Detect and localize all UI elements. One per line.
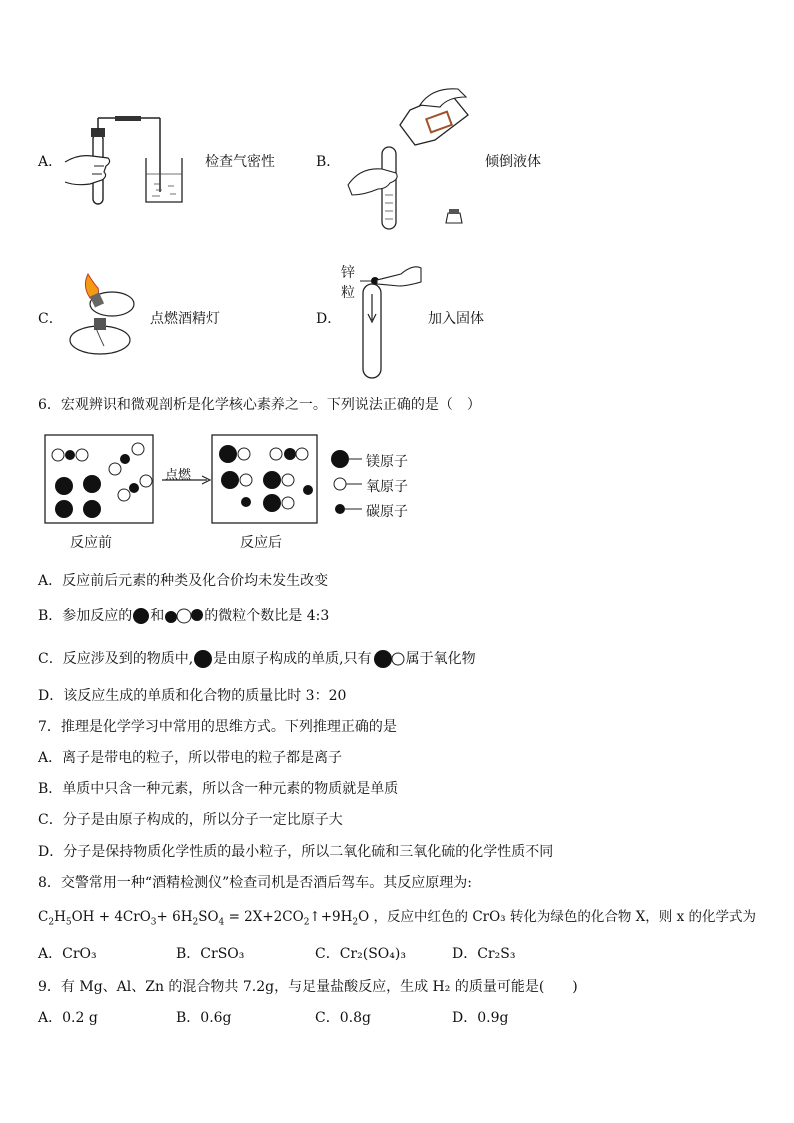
after-label: 反应后 [240, 535, 282, 551]
reaction-diagram [40, 430, 420, 530]
pouring-liquid-image [340, 85, 480, 235]
before-o-atom [118, 489, 130, 501]
legend-mg-label: 镁原子 [366, 454, 408, 470]
q9-option-b: B．0.6g [176, 1010, 232, 1026]
legend-mg-symbol [331, 450, 349, 468]
before-o-atom [52, 449, 64, 461]
after-o-atom [240, 474, 252, 486]
q8-option-b: B．CrSO₃ [176, 946, 245, 962]
mg-atom-icon [132, 607, 150, 625]
before-o-atom [109, 463, 121, 475]
q8-stem: 8．交警常用一种“酒精检测仪”检查司机是否酒后驾车。其反应原理为: [38, 875, 472, 891]
q9-option-d: D．0.9g [452, 1010, 509, 1026]
q6-option-c-pre: C．反应涉及到的物质中, [38, 651, 194, 667]
q6-option-c [38, 649, 476, 669]
before-mg-atom [55, 500, 73, 518]
q6-option-c-post: 属于氧化物 [405, 651, 476, 667]
mg-atom-icon [193, 649, 213, 669]
q6-option-c-mid: 是由原子构成的单质,只有 [213, 651, 372, 667]
before-mg-atom [83, 475, 101, 493]
airtightness-apparatus-image [60, 112, 190, 207]
q8-option-d: D．Cr₂S₃ [452, 946, 516, 962]
q7-option-b: B．单质中只含一种元素，所以含一种元素的物质就是单质 [38, 781, 399, 797]
q6-option-b-mid: 和 [150, 608, 165, 624]
mgo-molecule-icon [372, 649, 406, 669]
after-c-atom [303, 485, 313, 495]
legend-c-label: 碳原子 [366, 504, 408, 520]
before-mg-atom [83, 500, 101, 518]
adding-solid-image [355, 262, 425, 380]
before-label: 反应前 [70, 535, 112, 551]
q9-option-c: C．0.8g [315, 1010, 371, 1026]
q5-option-a-caption: 检查气密性 [205, 154, 275, 170]
q9-option-a: A．0.2 g [38, 1010, 98, 1026]
after-o-atom [282, 474, 294, 486]
co2-molecule-icon [164, 607, 204, 625]
q8-option-a: A．CrO₃ [38, 946, 97, 962]
after-o-atom [270, 448, 282, 460]
legend-o-label: 氧原子 [366, 479, 408, 495]
after-o-atom [238, 448, 250, 460]
q8-option-c: C．Cr₂(SO₄)₃ [315, 946, 406, 962]
q5-option-a-letter: A． [38, 154, 63, 170]
before-c-atom [120, 454, 130, 464]
after-mg-atom [219, 445, 237, 463]
q6-option-a: A．反应前后元素的种类及化合价均未发生改变 [38, 573, 329, 589]
arrow-label: 点燃 [165, 468, 192, 483]
q6-option-b-pre: B．参加反应的 [38, 608, 133, 624]
q6-option-d: D．该反应生成的单质和化合物的质量比时 3：20 [38, 688, 347, 704]
after-o-atom [282, 497, 294, 509]
before-o-atom [132, 443, 144, 455]
zinc-label-1: 锌 [341, 265, 355, 281]
q7-option-d: D．分子是保持物质化学性质的最小粒子，所以二氧化硫和三氧化硫的化学性质不同 [38, 844, 554, 860]
after-o-atom [296, 448, 308, 460]
after-c-atom [241, 497, 251, 507]
q7-option-a: A．离子是带电的粒子，所以带电的粒子都是离子 [38, 750, 343, 766]
q6-option-b [38, 607, 329, 625]
after-mg-atom [263, 471, 281, 489]
alcohol-lamp-image [60, 268, 145, 363]
q7-stem: 7．推理是化学学习中常用的思维方式。下列推理正确的是 [38, 719, 397, 735]
before-o-atom [76, 449, 88, 461]
q5-option-b-caption: 倾倒液体 [485, 154, 541, 170]
after-mg-atom [263, 494, 281, 512]
q5-option-d-caption: 加入固体 [428, 311, 484, 327]
q8-equation-tail: ，反应中红色的 CrO₃ 转化为绿色的化合物 X，则 x 的化学式为 [373, 909, 756, 925]
after-mg-atom [284, 448, 296, 460]
before-c-atom [65, 450, 75, 460]
q5-option-d-letter: D． [316, 311, 342, 327]
q5-option-b-letter: B． [316, 154, 341, 170]
q9-stem: 9．有 Mg、Al、Zn 的混合物共 7.2g，与足量盐酸反应，生成 H₂ 的质量可能是( ) [38, 979, 578, 995]
q8-equation: $C_2H_5OH + 4CrO_3+ 6H_2SO_4$ = $2X+2CO_2↑+9H_2O$ [38, 909, 370, 928]
q8-equation-line [38, 908, 756, 932]
q6-stem: 6．宏观辨识和微观剖析是化学核心素养之一。下列说法正确的是（ ） [38, 397, 481, 413]
q5-option-c-letter: C． [38, 311, 63, 327]
q7-option-c: C．分子是由原子构成的，所以分子一定比原子大 [38, 812, 343, 828]
before-o-atom [140, 475, 152, 487]
legend-c-symbol [335, 504, 345, 514]
q5-option-c-caption: 点燃酒精灯 [150, 311, 220, 327]
before-c-atom [129, 483, 139, 493]
before-mg-atom [55, 477, 73, 495]
legend-o-symbol [334, 478, 346, 490]
zinc-label-2: 粒 [341, 285, 355, 301]
q6-option-b-post: 的微粒个数比是 4:3 [204, 608, 330, 624]
after-mg-atom [221, 471, 239, 489]
